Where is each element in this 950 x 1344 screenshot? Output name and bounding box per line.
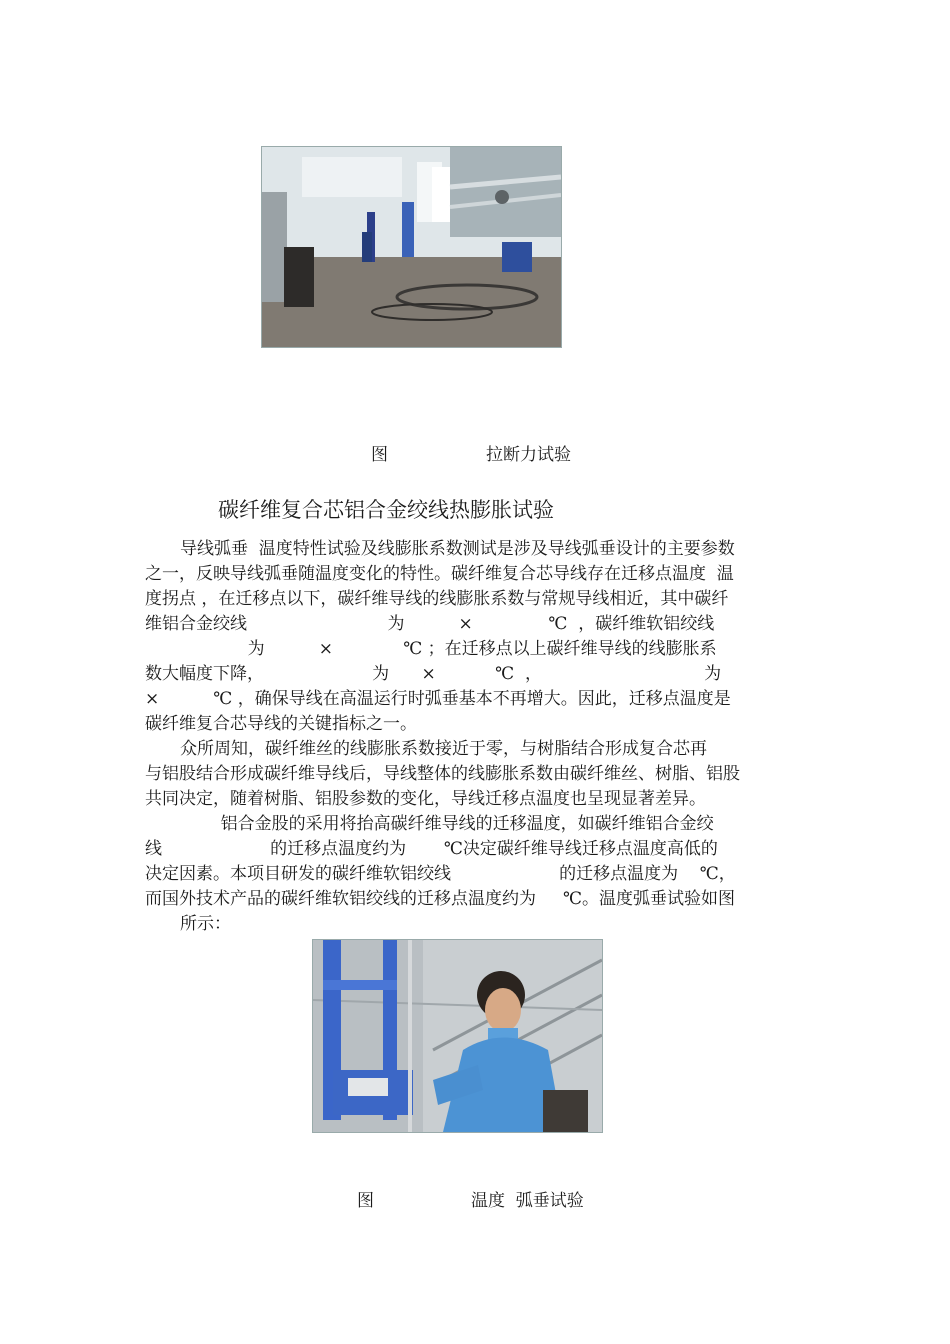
paragraph1-line: × ℃ ，确保导线在高温运行时弧垂基本不再增大。因此，迁移点温度是 bbox=[145, 689, 731, 709]
paragraph2-line: 共同决定，随着树脂、铝股参数的变化，导线迁移点温度也呈现显著差异。 bbox=[145, 789, 706, 809]
tensile-test-photo-drawing bbox=[262, 147, 561, 347]
temperature-sag-test-photo-drawing bbox=[313, 940, 602, 1132]
figure2-label: 图 bbox=[357, 1191, 374, 1211]
paragraph1-line: 导线弧垂 温度特性试验及线膨胀系数测试是涉及导线弧垂设计的主要参数 bbox=[180, 539, 735, 559]
paragraph1-line: 维铝合金绞线 为 × ℃ ，碳纤维软铝绞线 bbox=[145, 614, 715, 634]
paragraph2-line: 所示： bbox=[180, 914, 231, 934]
paragraph2-line: 线 的迁移点温度约为 ℃决定碳纤维导线迁移点温度高低的 bbox=[145, 839, 718, 859]
temperature-sag-test-photo bbox=[312, 939, 603, 1133]
paragraph1-line: 度拐点 ，在迁移点以下，碳纤维导线的线膨胀系数与常规导线相近，其中碳纤 bbox=[145, 589, 729, 609]
paragraph2-line: 决定因素。本项目研发的碳纤维软铝绞线 的迁移点温度为 ℃， bbox=[145, 864, 736, 884]
paragraph1-line: 为 × ℃ ；在迁移点以上碳纤维导线的线膨胀系 bbox=[145, 639, 717, 659]
figure1-caption: 拉断力试验 bbox=[486, 445, 571, 465]
paragraph1-line: 数大幅度下降， 为 × ℃ ， 为 bbox=[145, 664, 722, 684]
paragraph1-line: 碳纤维复合芯导线的关键指标之一。 bbox=[145, 714, 417, 734]
figure2-caption: 温度 弧垂试验 bbox=[471, 1191, 584, 1211]
tensile-test-photo bbox=[261, 146, 562, 348]
paragraph2-line: 众所周知，碳纤维丝的线膨胀系数接近于零，与树脂结合形成复合芯再 bbox=[180, 739, 707, 759]
paragraph2-line: 而国外技术产品的碳纤维软铝绞线的迁移点温度约为 ℃。温度弧垂试验如图 bbox=[145, 889, 736, 909]
paragraph2-line: 铝合金股的采用将抬高碳纤维导线的迁移温度，如碳纤维铝合金绞 bbox=[145, 814, 714, 834]
section-title: 碳纤维复合芯铝合金绞线热膨胀试验 bbox=[218, 498, 554, 522]
paragraph1-line: 之一，反映导线弧垂随温度变化的特性。碳纤维复合芯导线存在迁移点温度 温 bbox=[145, 564, 734, 584]
figure1-label: 图 bbox=[371, 445, 388, 465]
paragraph2-line: 与铝股结合形成碳纤维导线后，导线整体的线膨胀系数由碳纤维丝、树脂、铝股 bbox=[145, 764, 740, 784]
